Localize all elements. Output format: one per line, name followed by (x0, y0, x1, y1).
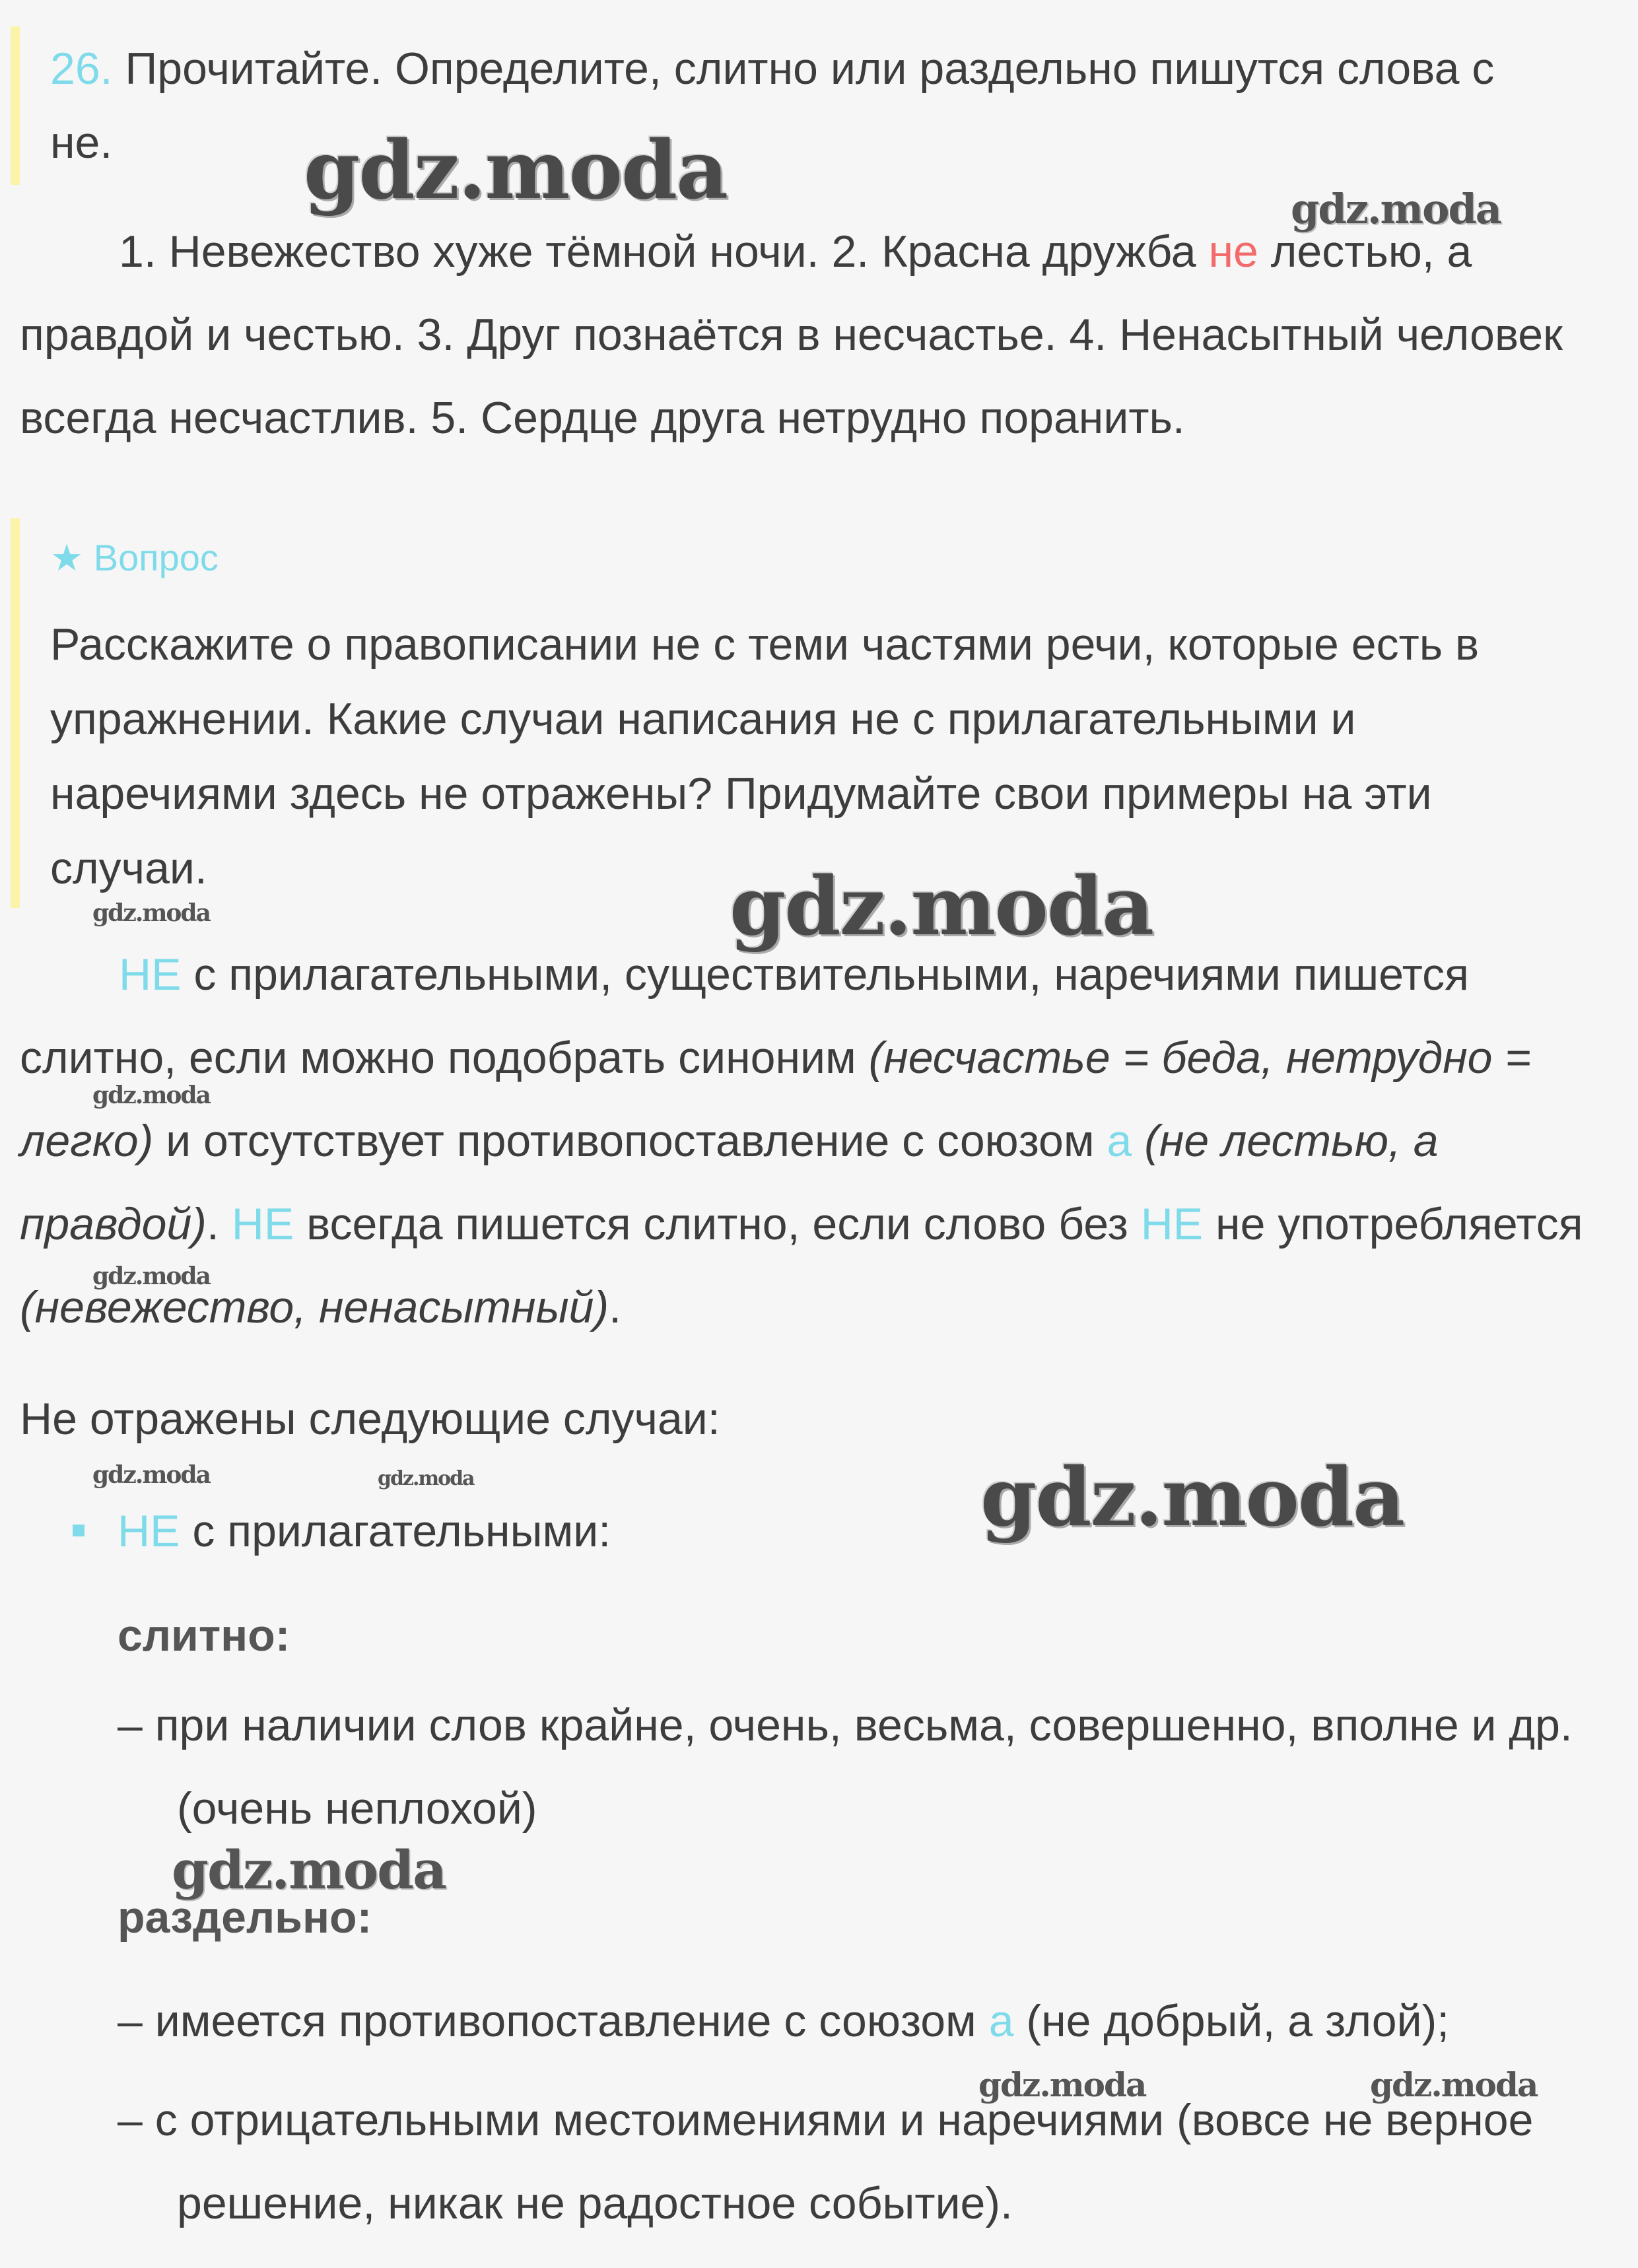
separate-item-1-b: (не добрый, а злой); (1013, 1996, 1450, 2046)
watermark: gdz.moda (1370, 2065, 1538, 2104)
task-header (50, 32, 1569, 180)
answer-paragraph (20, 933, 1618, 1349)
answer-conj-a: а (1107, 1116, 1132, 1166)
answer-text-4: . (206, 1199, 232, 1249)
answer-text-7: . (609, 1282, 622, 1332)
watermark: gdz.moda (172, 1839, 446, 1901)
bullet-adjectives (73, 1505, 611, 1557)
answer-text-3 (1132, 1116, 1144, 1166)
answer-example-3: (невежество, ненасытный) (20, 1282, 609, 1332)
answer-ne-2: НЕ (231, 1199, 294, 1249)
bullet-ne: НЕ (118, 1506, 180, 1556)
separate-item-1-conj: а (988, 1996, 1014, 2046)
watermark: gdz.moda (1291, 185, 1501, 233)
separate-item-1-a: – имеется противопоставление с союзом (118, 1996, 989, 2046)
watermark: gdz.moda (92, 1461, 210, 1489)
question-label: ★ Вопрос (50, 537, 219, 578)
watermark: gdz.moda (92, 1082, 210, 1109)
watermark: gdz.moda (92, 1262, 210, 1290)
watermark: gdz.moda (304, 122, 728, 217)
separate-heading: раздельно: (118, 1892, 372, 1942)
task-instruction: Прочитайте. Определите, слитно или раздельно пишутся слова с не. (50, 44, 1495, 168)
answer-example-2: (не лестью, а правдой) (20, 1116, 1439, 1249)
question-accent-bar (11, 518, 20, 908)
answer-text-5: всегда пишется слитно, если слово без (294, 1199, 1141, 1249)
separate-item-1 (118, 1979, 1638, 2063)
not-shown-heading: Не отражены следующие случаи: (20, 1394, 720, 1444)
answer-text-6: не употребляется (1203, 1199, 1583, 1249)
sentences-part2: лестью, а правдой и честью. 3. Друг познаётся в несчастье. 4. Ненасытный человек всегда несчастлив. 5. Сердце друга нетрудно поранить. (20, 226, 1563, 443)
watermark: gdz.moda (378, 1467, 474, 1490)
together-heading: слитно: (118, 1610, 290, 1661)
sentences-part1: 1. Невежество хуже тёмной ночи. 2. Красна дружба (119, 226, 1209, 277)
task-accent-bar (11, 26, 20, 185)
separate-item-2: – с отрицательными местоимениями и наречиями (вовсе не верное решение, никак не радостное событие). (118, 2095, 1534, 2228)
answer-ne-3: НЕ (1140, 1199, 1204, 1249)
exercise-sentences (20, 210, 1618, 460)
watermark: gdz.moda (978, 2065, 1146, 2104)
bullet-text: с прилагательными: (180, 1506, 611, 1556)
answer-ne-1: НЕ (119, 949, 182, 1000)
watermark: gdz.moda (980, 1449, 1404, 1544)
answer-text-2: и отсутствует противопоставление с союзом (153, 1116, 1107, 1166)
bullet-square-icon (73, 1525, 85, 1536)
watermark: gdz.moda (730, 858, 1153, 953)
answer-text-1: с прилагательными, существительными, наречиями пишется слитно, если можно подобрать синоним (20, 949, 1469, 1083)
task-number: 26. (50, 44, 113, 94)
question-text: Расскажите о правописании не с теми частями речи, которые есть в упражнении. Какие случаи написания не с прилагательными и наречиями здесь не отражены? Придумайте свои примеры на эти случаи. (50, 619, 1480, 893)
highlight-ne: не (1208, 226, 1258, 277)
answer-example-1: (несчастье = беда, нетрудно = легко) (20, 1033, 1532, 1166)
together-item-1: – при наличии слов крайне, очень, весьма, совершенно, вполне и др. (очень неплохой) (118, 1700, 1573, 1834)
watermark: gdz.moda (92, 899, 210, 927)
